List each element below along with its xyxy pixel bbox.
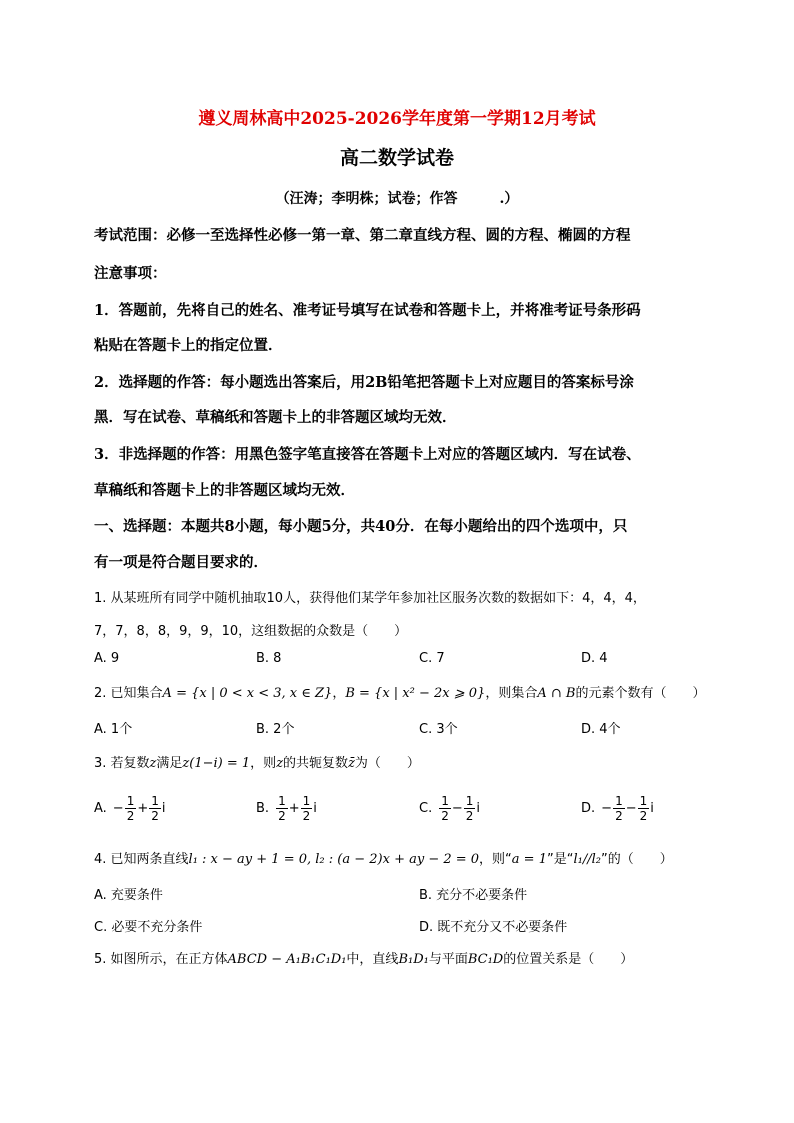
question-1-option-b: B. 8 <box>256 651 282 666</box>
notice-item-2-line-2: 黑．写在试卷、草稿纸和答题卡上的非答题区域均无效． <box>94 409 457 426</box>
question-4-stem <box>94 848 673 867</box>
numerator: 1 <box>278 794 286 808</box>
option-label: D. <box>581 801 596 816</box>
question-3-prefix: 3. 若复数 <box>94 756 150 771</box>
school-title: 遵义周林高中2025-2026学年度第一学期12月考试 <box>198 109 596 129</box>
question-4-end: ”的（ ） <box>600 852 673 867</box>
numerator: 1 <box>639 794 648 808</box>
fraction <box>439 794 451 823</box>
question-3-mid1: 满足 <box>156 756 183 771</box>
question-4-prefix: 4. 已知两条直线 <box>94 852 189 867</box>
question-5-prefix: 5. 如图所示，在正方体 <box>94 952 228 967</box>
question-5-stem <box>94 948 633 967</box>
question-3-mid3: 的共轭复数 <box>283 756 349 771</box>
authors-line: （汪涛；李明株；试卷；作答 .） <box>275 191 519 207</box>
question-3-var: z <box>149 756 157 771</box>
question-4-option-b: B. 充分不必要条件 <box>419 888 528 903</box>
question-3-var-2: z <box>276 756 284 771</box>
imaginary-unit: i <box>313 801 317 816</box>
numerator: 1 <box>151 794 159 808</box>
question-5-cube: ABCD − A₁B₁C₁D₁ <box>227 952 347 967</box>
option-label: C. <box>419 801 433 816</box>
question-5-end: 的位置关系是（ ） <box>503 952 634 967</box>
denominator: 2 <box>151 809 159 823</box>
question-4-mid: ，则“ <box>479 852 512 867</box>
numerator: 1 <box>302 794 311 808</box>
numerator: 1 <box>441 794 449 808</box>
denominator: 2 <box>126 809 135 823</box>
denominator: 2 <box>278 809 286 823</box>
fraction <box>613 794 625 823</box>
question-3-option-c <box>419 794 480 823</box>
question-3-mid2: ，则 <box>250 756 277 771</box>
question-2-intersection: A ∩ B <box>537 686 576 701</box>
denominator: 2 <box>441 809 449 823</box>
question-5-line: B₁D₁ <box>398 952 429 967</box>
question-2-separator: ， <box>332 686 346 701</box>
option-sign: − <box>112 801 124 816</box>
operator: + <box>288 801 300 816</box>
denominator: 2 <box>639 809 648 823</box>
denominator: 2 <box>465 809 474 823</box>
denominator: 2 <box>615 809 623 823</box>
question-3-option-b <box>256 794 317 823</box>
question-4-option-d: D. 既不充分又不必要条件 <box>419 920 568 935</box>
fraction <box>125 794 137 823</box>
question-1-option-d: D. 4 <box>581 651 608 666</box>
numerator: 1 <box>465 794 474 808</box>
question-3-option-d <box>581 794 654 823</box>
section-1-heading-line-2: 有一项是符合题目要求的． <box>94 554 268 571</box>
question-4-mid2: ”是“ <box>546 852 574 867</box>
question-4-parallel: l₁//l₂ <box>573 852 601 867</box>
option-sign: − <box>601 801 613 816</box>
imaginary-unit: i <box>650 801 654 816</box>
question-1-option-a: A. 9 <box>94 651 120 666</box>
option-label: B. <box>256 801 270 816</box>
question-4-condition: a = 1 <box>511 852 547 867</box>
question-4-lines: l₁ : x − ay + 1 = 0, l₂ : (a − 2)x + ay − 2 = 0 <box>188 852 480 867</box>
operator: − <box>625 801 637 816</box>
exam-scope: 考试范围：必修一至选择性必修一第一章、第二章直线方程、圆的方程、椭圆的方程 <box>94 227 631 244</box>
question-3-stem <box>94 752 420 771</box>
notice-item-2-line-1: 2．选择题的作答：每小题选出答案后，用2B铅笔把答题卡上对应题目的答案标号涂 <box>94 374 634 391</box>
question-1-line-2: 7，7，8，8，9，9，10，这组数据的众数是（ ） <box>94 624 408 639</box>
question-2-option-b: B. 2个 <box>256 722 295 737</box>
imaginary-unit: i <box>476 801 481 816</box>
subject-title: 高二数学试卷 <box>339 147 454 169</box>
notice-item-1-line-1: 1．答题前，先将自己的姓名、准考证号填写在试卷和答题卡上，并将准考证号条形码 <box>94 302 641 319</box>
imaginary-unit: i <box>161 801 166 816</box>
question-3-conjugate: z̄ <box>348 756 355 771</box>
question-4-option-c: C. 必要不充分条件 <box>94 920 203 935</box>
question-5-plane: BC₁D <box>467 952 504 967</box>
notice-item-3-line-2: 草稿纸和答题卡上的非答题区域均无效． <box>94 482 355 499</box>
question-1-option-c: C. 7 <box>419 651 445 666</box>
section-1-heading-line-1: 一、选择题：本题共8小题，每小题5分，共40分．在每小题给出的四个选项中，只 <box>94 518 628 535</box>
numerator: 1 <box>126 794 135 808</box>
question-2-option-c: C. 3个 <box>419 722 458 737</box>
notice-title: 注意事项： <box>94 265 167 282</box>
question-4-option-a: A. 充要条件 <box>94 888 163 903</box>
question-3-equation: z(1−i) = 1 <box>182 756 251 771</box>
question-2-end: 的元素个数有（ ） <box>575 686 706 701</box>
notice-item-1-line-2: 粘贴在答题卡上的指定位置． <box>94 337 283 354</box>
question-2-suffix: ，则集合 <box>485 686 538 701</box>
numerator: 1 <box>615 794 623 808</box>
question-2-stem <box>94 682 705 701</box>
question-3-option-a <box>94 794 166 823</box>
question-2-set-a: A = {x | 0 < x < 3, x ∈ Z} <box>162 686 333 701</box>
denominator: 2 <box>302 809 311 823</box>
question-2-option-d: D. 4个 <box>581 722 621 737</box>
fraction <box>638 794 650 823</box>
question-5-mid: 中，直线 <box>346 952 399 967</box>
question-2-option-a: A. 1个 <box>94 722 133 737</box>
option-label: A. <box>94 801 107 816</box>
fraction <box>464 794 476 823</box>
question-1-line-1: 1. 从某班所有同学中随机抽取10人，获得他们某学年参加社区服务次数的数据如下：4，4，4， <box>94 591 646 606</box>
question-2-prefix: 2. 已知集合 <box>94 686 163 701</box>
question-5-mid2: 与平面 <box>428 952 468 967</box>
fraction <box>301 794 313 823</box>
question-3-end: 为（ ） <box>354 756 420 771</box>
fraction <box>276 794 288 823</box>
operator: + <box>137 801 149 816</box>
operator: − <box>451 801 463 816</box>
notice-item-3-line-1: 3．非选择题的作答：用黑色签字笔直接答在答题卡上对应的答题区域内．写在试卷、 <box>94 446 641 463</box>
question-2-set-b: B = {x | x² − 2x ⩾ 0} <box>345 686 486 701</box>
fraction <box>149 794 161 823</box>
